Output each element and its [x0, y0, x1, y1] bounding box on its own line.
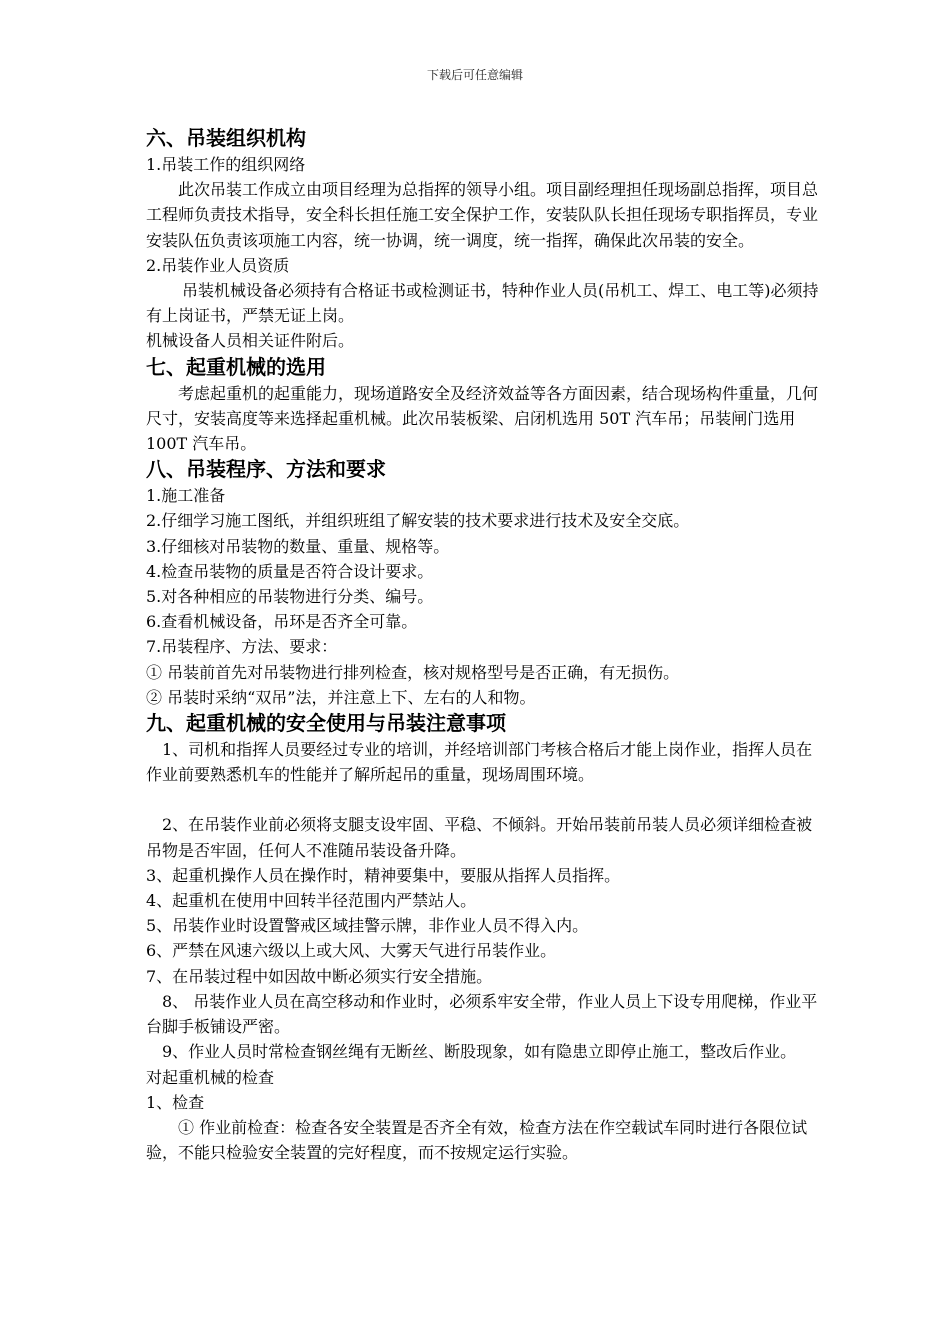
section-9-point-5: 5、吊装作业时设置警戒区域挂警示牌，非作业人员不得入内。 — [146, 916, 589, 936]
section-8-subitem-1: ① 吊装前首先对吊装物进行排列检查，核对规格型号是否正确，有无损伤。 — [146, 662, 680, 682]
check-subtitle: 1、检查 — [146, 1092, 205, 1112]
section-6-item-2: 2.吊装作业人员资质 — [146, 255, 290, 275]
section-8-item-6: 6.查看机械设备，吊环是否齐全可靠。 — [146, 612, 418, 632]
section-9-point-2: 2、在吊装作业前必须将支腿支设牢固、平稳、不倾斜。开始吊装前吊装人员必须详细检查被吊物是否牢固，任何人不准随吊装设备升降。 — [146, 815, 813, 860]
section-9-point-8: 8、 吊装作业人员在高空移动和作业时，必须系牢安全带，作业人员上下设专用爬梯，作业平台脚手板铺设严密。 — [146, 991, 818, 1037]
section-6-item-1: 1.吊装工作的组织网络 — [146, 155, 306, 174]
section-9-point-7: 7、在吊装过程中如因故中断必须实行安全措施。 — [146, 966, 493, 986]
section-7-paragraph: 考虑起重机的起重能力，现场道路安全及经济效益等各方面因素，结合现场构件重量，几何尺寸，安装高度等来选择起重机械。此次吊装板梁、启闭机选用 50T 汽车吊；吊装闸门选用 100T 汽车吊。 — [146, 383, 819, 454]
section-8-item-1: 1.施工准备 — [146, 486, 226, 506]
section-8-item-7: 7.吊装程序、方法、要求： — [146, 637, 338, 657]
section-8-item-4: 4.检查吊装物的质量是否符合设计要求。 — [146, 561, 434, 581]
section-9-point-9: 9、作业人员时常检查钢丝绳有无断丝、断股现象，如有隐患立即停止施工，整改后作业。 — [162, 1042, 797, 1062]
section-8-subitem-2: ② 吊装时采纳“双吊”法，并注意上下、左右的人和物。 — [146, 687, 536, 707]
section-8-item-3: 3.仔细核对吊装物的数量、重量、规格等。 — [146, 536, 450, 556]
blank-line — [146, 787, 826, 812]
section-9-point-6: 6、严禁在风速六级以上或大风、大雾天气进行吊装作业。 — [146, 941, 557, 961]
document-body — [146, 125, 826, 1165]
page-header: 下载后可任意编辑 — [426, 68, 523, 82]
check-paragraph: ① 作业前检查：检查各安全装置是否齐全有效，检查方法在作空载试车同时进行各限位试验，不能只检验安全装置的完好程度，而不按规定运行实验。 — [146, 1117, 808, 1163]
section-6-paragraph-2: 吊装机械设备必须持有合格证书或检测证书，特种作业人员(吊机工、焊工、电工等)必须持有上岗证书，严禁无证上岗。 — [146, 281, 819, 326]
section-6-paragraph-3: 机械设备人员相关证件附后。 — [146, 331, 355, 351]
check-title: 对起重机械的检查 — [146, 1067, 275, 1087]
section-6-paragraph-1: 此次吊装工作成立由项目经理为总指挥的领导小组。项目副经理担任现场副总指挥，项目总工程师负责技术指导，安全科长担任施工安全保护工作，安装队队长担任现场专职指挥员，专业安装队伍负责该项施工内容，统一协调，统一调度，统一指挥，确保此次吊装的安全。 — [146, 180, 819, 250]
section-7-heading: 七、起重机械的选用 — [146, 354, 326, 379]
section-8-heading: 八、吊装程序、方法和要求 — [146, 457, 386, 482]
section-6-heading: 六、吊装组织机构 — [146, 126, 306, 150]
section-9-point-1: 1、司机和指挥人员要经过专业的培训，并经培训部门考核合格后才能上岗作业，指挥人员在作业前要熟悉机车的性能并了解所起吊的重量，现场周围环境。 — [146, 740, 813, 785]
section-9-heading: 九、起重机械的安全使用与吊装注意事项 — [146, 711, 506, 736]
section-8-item-5: 5.对各种相应的吊装物进行分类、编号。 — [146, 587, 434, 607]
section-9-point-4: 4、起重机在使用中回转半径范围内严禁站人。 — [146, 891, 477, 911]
section-9-point-3: 3、起重机操作人员在操作时，精神要集中，要服从指挥人员指挥。 — [146, 865, 621, 885]
section-8-item-2: 2.仔细学习施工图纸，并组织班组了解安装的技术要求进行技术及安全交底。 — [146, 511, 690, 531]
